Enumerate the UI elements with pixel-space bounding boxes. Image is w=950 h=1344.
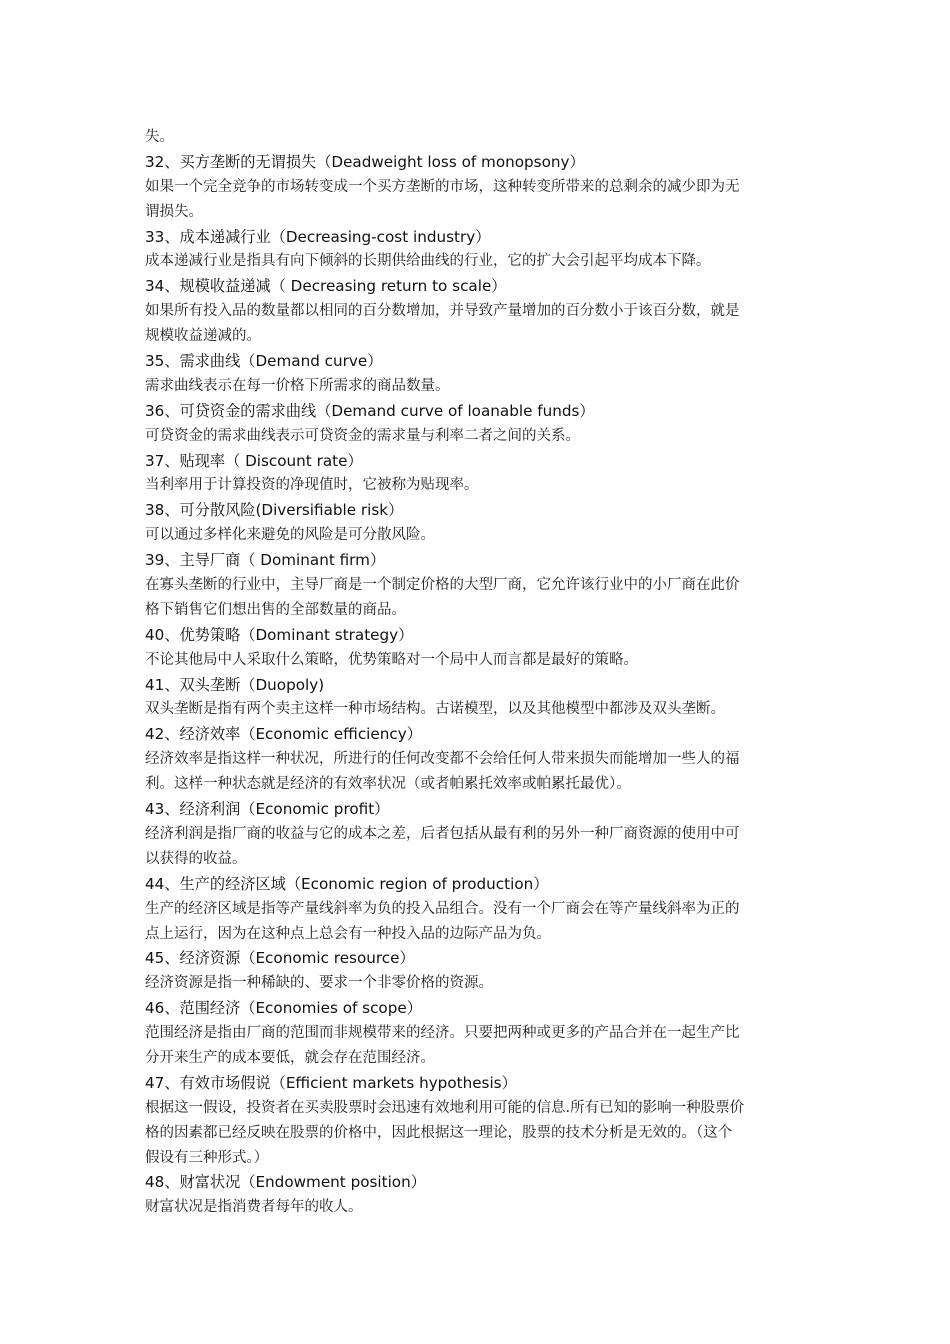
term-heading: 36、可贷资金的需求曲线（Demand curve of loanable funds）: [145, 401, 595, 420]
definition-text: 在寡头垄断的行业中，主导厂商是一个制定价格的大型厂商，它允许该行业中的小厂商在此价: [145, 577, 740, 594]
term-heading: 33、成本递减行业（Decreasing-cost industry）: [145, 227, 491, 246]
definition-text: 当利率用于计算投资的净现值时，它被称为贴现率。: [145, 477, 479, 494]
definition-text: 范围经济是指由厂商的范围而非规模带来的经济。只要把两种或更多的产品合并在一起生产比: [145, 1025, 740, 1042]
term-heading: 44、生产的经济区域（Economic region of production）: [145, 874, 549, 893]
term-heading: 34、规模收益递减（ Decreasing return to scale）: [145, 277, 507, 296]
term-heading: 43、经济利润（Economic profit）: [145, 800, 390, 819]
definition-text: 成本递减行业是指具有向下倾斜的长期供给曲线的行业，它的扩大会引起平均成本下降。: [145, 253, 711, 270]
term-heading: 37、贴现率（ Discount rate）: [145, 451, 363, 470]
definition-text: 点上运行，因为在这种点上总会有一种投入品的边际产品为负。: [145, 925, 551, 942]
definition-text: 经济效率是指这样一种状况，所进行的任何改变都不会给任何人带来损失而能增加一些人的福: [145, 751, 740, 768]
term-heading: 32、买方垄断的无谓损失（Deadweight loss of monopsony）: [145, 152, 585, 171]
definition-text: 经济利润是指厂商的收益与它的成本之差，后者包括从最有利的另外一种厂商资源的使用中可: [145, 825, 740, 842]
term-heading: 45、经济资源（Economic resource）: [145, 949, 415, 968]
definition-text: 生产的经济区域是指等产量线斜率为负的投入品组合。没有一个厂商会在等产量线斜率为正的: [145, 900, 740, 917]
term-heading: 48、财富状况（Endowment position）: [145, 1173, 426, 1192]
definition-text: 经济资源是指一种稀缺的、要求一个非零价格的资源。: [145, 975, 493, 992]
term-heading: 40、优势策略（Dominant strategy）: [145, 625, 414, 644]
definition-text: 假设有三种形式。）: [145, 1149, 269, 1166]
term-heading: 42、经济效率（Economic efficiency）: [145, 725, 422, 744]
term-heading: 47、有效市场假说（Efficient markets hypothesis）: [145, 1073, 517, 1092]
definition-text: 可以通过多样化来避免的风险是可分散风险。: [145, 527, 435, 544]
definition-text: 失。: [145, 129, 174, 145]
definition-text: 需求曲线表示在每一价格下所需求的商品数量。: [145, 377, 450, 394]
definition-text: 利。这样一种状态就是经济的有效率状况（或者帕累托效率或帕累托最优）。: [145, 776, 631, 793]
definition-text: 不论其他局中人采取什么策略，优势策略对一个局中人而言都是最好的策略。: [145, 651, 638, 668]
definition-text: 可贷资金的需求曲线表示可贷资金的需求量与利率二者之间的关系。: [145, 427, 580, 444]
term-heading: 35、需求曲线（Demand curve）: [145, 352, 383, 371]
definition-text: 以获得的收益。: [145, 850, 247, 867]
term-heading: 41、双头垄断（Duopoly): [145, 675, 325, 694]
definition-text: 格的因素都已经反映在股票的价格中，因此根据这一理论，股票的技术分析是无效的。（这个: [145, 1124, 733, 1141]
term-heading: 46、范围经济（Economies of scope）: [145, 999, 422, 1018]
document-page: [145, 125, 807, 1220]
definition-text: 分开来生产的成本要低，就会存在范围经济。: [145, 1049, 435, 1066]
term-heading: 38、可分散风险(Diversifiable risk）: [145, 501, 404, 520]
definition-text: 谓损失。: [145, 203, 203, 220]
term-heading: 39、主导厂商（ Dominant firm）: [145, 551, 386, 570]
definition-text: 如果所有投入品的数量都以相同的百分数增加，并导致产量增加的百分数小于该百分数，就是: [145, 303, 740, 320]
definition-text: 规模收益递减的。: [145, 328, 261, 345]
definition-text: 如果一个完全竞争的市场转变成一个买方垄断的市场，这种转变所带来的总剩余的减少即为无: [145, 178, 740, 195]
definition-text: 格下销售它们想出售的全部数量的商品。: [145, 601, 406, 618]
definition-text: 双头垄断是指有两个卖主这样一种市场结构。古诺模型，以及其他模型中都涉及双头垄断。: [145, 701, 725, 718]
definition-text: 根据这一假设，投资者在买卖股票时会迅速有效地利用可能的信息.所有已知的影响一种股票价: [145, 1099, 745, 1116]
definition-text: 财富状况是指消费者每年的收人。: [145, 1199, 363, 1216]
